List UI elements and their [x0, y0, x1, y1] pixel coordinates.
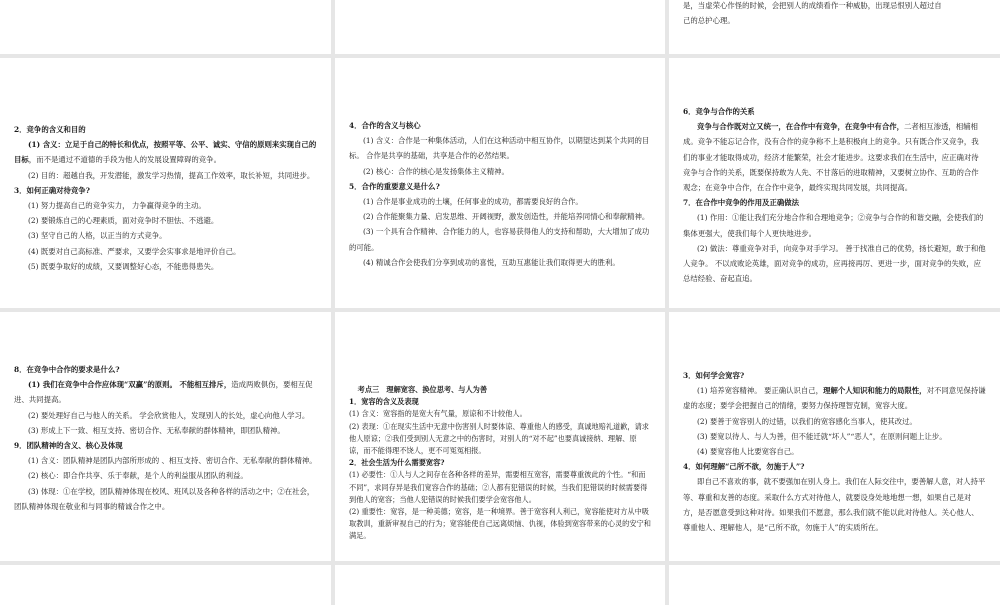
paragraph: (2) 核心：合作的核心是发扬集体主义精神。	[363, 166, 509, 176]
section-heading: 1．宽容的含义及表现	[349, 397, 419, 407]
paragraph: (2) 表现：①在现实生活中无意中伤害别人时要体谅、尊重他人的感受，真诚地赔礼道歉，请求他人原谅；②我们受到别人无意之中的伤害时，对别人的“对不起”也要真诚接纳、理解、原谅，而不能得理不饶人，更不可冤冤相报。	[349, 421, 649, 456]
list-item: (4) 要宽容他人比要宽容自己。	[697, 447, 799, 457]
section-heading: 4．合作的含义与核心	[349, 121, 421, 130]
paragraph	[683, 383, 986, 413]
list-item: (1) 含义：团队精神是团队内部所形成的 、相互支持、密切合作、无私奉献的群体精神。	[28, 456, 317, 466]
slide-top-left	[0, 0, 331, 54]
slide-learn-tolerance	[669, 312, 1000, 561]
text-line: 己的总护心理。	[683, 16, 735, 26]
slide-competition-cooperation-relation	[669, 58, 1000, 308]
paragraph: (2) 重要性：宽容，是一种美德；宽容，是一种境界。善于宽容利人利己，宽容能使对方从中吸取教训，重新审视自己的行为；宽容能使自己远离烦恼、仇视，体验到宽容带来的心灵的安宁和满足。	[349, 507, 651, 541]
list-item: (3) 要宽以待人、与人为善，但不能迁就“坏人”“恶人”，在原则问题上让步。	[697, 431, 947, 441]
list-item: (1) 努力提高自己的竞争实力， 力争赢得竞争的主动。	[28, 201, 206, 211]
slide-bottom-right	[669, 565, 1000, 605]
paragraph: (2) 要处理好自己与他人的关系。 学会欣赏他人，发现别人的长处，虚心向他人学习。	[28, 410, 310, 420]
slide-top-middle	[335, 0, 665, 54]
paragraph: (1) 含义：合作是一种集体活动，人们在这种活动中相互协作，以期望达到某个共同的目标。 合作是共享的基础，共享是合作的必然结果。	[349, 136, 650, 161]
text: 对不同意见保持谦虚的态度；要学会把握自己的情绪，要努力保持理智克制，宽容大度。	[683, 386, 986, 411]
section-heading: 5．合作的重要意义是什么?	[349, 181, 440, 191]
list-item: (3) 坚守自己的人格，以正当的方式竞争。	[28, 231, 167, 241]
list-item: (1) 合作是事业成功的土壤，任何事业的成功，都需要良好的合作。	[363, 197, 583, 207]
list-item: (2) 要善于宽容别人的过错，以我们的宽容感化当事人，使其改过。	[697, 416, 917, 426]
paragraph: (2) 目的：超越自我，开发潜能，激发学习热情，提高工作效率，取长补短，共同进步。	[28, 170, 315, 180]
text: 二者相互渗透，相辅相成。竞争不能忘记合作，没有合作的竞争称不上是积极向上的竞争。只有既合作又竞争，我们的事业才能取得成功，经济才能繁荣，社会才能进步。这要求我们在生活中，应正确对待竞争与合作的关系，既要保持敢为人先、不甘落后的进取精神，又要树立协作、互助的合作观念；在竞争中合作，在合作中竞争，最终实现共同发展，共同提高。	[683, 122, 979, 193]
section-heading: 3．如何正确对待竞争?	[14, 185, 90, 195]
section-heading: 6．竞争与合作的关系	[683, 107, 755, 116]
text: (1) 培养宽容精神。 要正确认识自己，	[697, 386, 824, 396]
list-item: (4) 既要对自己高标准、严要求，又要学会实事求是地评价自己。	[28, 246, 241, 256]
text: ，而不是通过不道德的手段为他人的发展设置障碍的竞争。	[28, 155, 221, 165]
paragraph	[14, 377, 317, 407]
paragraph: 即自己不喜欢的事，就不要强加在别人身上。我们在人际交往中，要善解人意，对人持平等、尊重和友善的态度。采取什么方式对待他人，就要设身处地地想一想，如果自己是对方，是否愿意受到这种对待。如果我们不愿意，那么我们就不能以此对待他人。关心他人、尊重他人、理解他人，是“己所不欲，勿施于人”的实质所在。	[683, 477, 986, 533]
bold-text: 竞争与合作既对立又统一，在合作中有竞争，在竞争中有合作，	[697, 122, 904, 132]
paragraph: (3) 形成上下一致、相互支持、密切合作、无私奉献的群体精神，即团队精神。	[28, 425, 285, 435]
list-item: (2) 要锻炼自己的心理素质，面对竞争时不胆怯、不逃避。	[28, 216, 219, 226]
bold-text: (1) 含义：立足于自己的特长和优点，按照平等、公平、诚实、守信的原则来实现自己的目标	[14, 140, 317, 165]
section-heading: 2．竞争的含义和目的	[14, 125, 86, 134]
list-item: (2) 合作能聚集力量、启发思维、开阔视野，激发创造性，并能培养同情心和奉献精神。	[363, 212, 650, 222]
bold-text: (1) 我们在竞争中合作应体现“双赢”的原则。 不能相互排斥，	[28, 380, 232, 390]
list-item: (3) 体现：①在学校，团队精神体现在校风、班风以及各种各样的活动之中；②在社会，团队精神体现在敬业和与同事的精诚合作之中。	[14, 486, 315, 511]
slide-competition-meaning	[0, 58, 331, 308]
text: 造成两败俱伤，要相互促进、共同提高。	[14, 380, 313, 405]
list-item: (2) 做法：尊重竞争对手，向竞争对手学习。 善于找准自己的优势，扬长避短，敢于和他人竞争。 不以成败论英雄，面对竞争的成功，应再接再厉、更进一步，面对竞争的失败，应总结经验、奋起直追。	[683, 243, 986, 284]
slide-competition-in-cooperation	[0, 312, 331, 561]
topic-title: 考点三 理解宽容、换位思考、与人为善	[357, 385, 488, 394]
list-item: (1) 作用：①能让我们充分地合作和合理地竞争；②竞争与合作的和谐交融，会使我们的集体更强大，使我们每个人更快地进步。	[683, 213, 984, 238]
paragraph	[14, 137, 317, 167]
section-heading: 4．如何理解“己所不欲，勿施于人”?	[683, 462, 805, 472]
slide-tolerance-meaning	[335, 312, 665, 561]
list-item: (4) 精诚合作会使我们分享到成功的喜悦，互助互惠能让我们取得更大的胜利。	[363, 257, 620, 267]
slide-bottom-left	[0, 565, 331, 605]
slide-top-right	[669, 0, 1000, 54]
paragraph	[683, 119, 986, 195]
list-item: (3) 一个具有合作精神、合作能力的人，也容易获得他人的支持和帮助，大大增加了成功的可能。	[349, 227, 650, 252]
slide-cooperation-meaning	[335, 58, 665, 308]
section-heading: 3．如何学会宽容?	[683, 371, 745, 380]
paragraph: (1) 必要性：①人与人之间存在各种各样的差异，需要相互宽容，需要尊重彼此的个性。“和而不同”，求同存异是我们宽容合作的基础；②人都有犯错误的时候，当我们犯错误的时候需要得到他人的宽容；当他人犯错误的时候我们要学会宽容他人。	[349, 470, 648, 504]
list-item: (2) 核心：即合作共享、乐于奉献，是个人的利益服从团队的利益。	[28, 471, 248, 481]
section-heading: 9．团队精神的含义、核心及体现	[14, 441, 123, 451]
text-line: 是，当虚荣心作怪的时候，会把别人的成绩看作一种威胁，出现忌恨别人超过自	[683, 1, 942, 10]
list-item: (5) 既要争取好的成绩，又要调整好心态，不能患得患失。	[28, 261, 219, 271]
section-heading: 7．在合作中竞争的作用及正确做法	[683, 198, 800, 208]
section-heading: 8．在竞争中合作的要求是什么?	[14, 365, 120, 374]
paragraph: (1) 含义：宽容指的是宽大有气量，原谅和不计较他人。	[349, 409, 527, 419]
section-heading: 2．社会生活为什么需要宽容?	[349, 458, 445, 468]
bold-text: 理解个人知识和能力的局限性，	[823, 386, 927, 396]
slide-bottom-middle	[335, 565, 665, 605]
